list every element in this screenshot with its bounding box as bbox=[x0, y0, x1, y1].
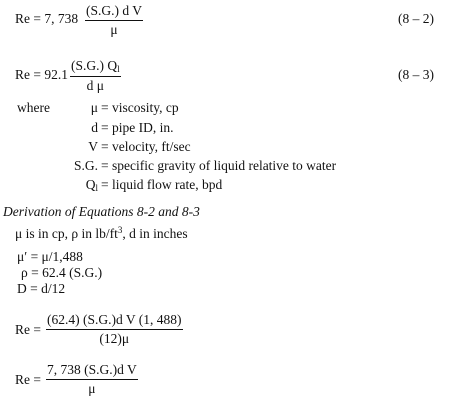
def-text-ql: = liquid flow rate, bpd bbox=[101, 177, 223, 192]
units-line bbox=[15, 226, 188, 241]
def-sym-ql-main: Q bbox=[85, 177, 96, 192]
units-line-b: , d in inches bbox=[122, 226, 188, 241]
def-sym-sg: S.G. bbox=[73, 158, 98, 173]
eq3-denominator: (12)μ bbox=[99, 331, 130, 347]
eq4-numerator: 7, 738 (S.G.)d V bbox=[46, 363, 138, 380]
eq2-numerator bbox=[70, 59, 121, 77]
eq3-fraction bbox=[46, 313, 183, 346]
def-sym-ql-sub: l bbox=[95, 183, 98, 193]
def-sym-ql bbox=[40, 178, 98, 193]
eq3-numerator: (62.4) (S.G.)d V (1, 488) bbox=[46, 313, 183, 330]
eq4-denominator: μ bbox=[88, 381, 96, 397]
eq3-lhs: Re = bbox=[15, 322, 41, 337]
eq1-fraction bbox=[85, 4, 143, 37]
def-text-v: = velocity, ft/sec bbox=[101, 139, 191, 154]
eq2-denominator: d μ bbox=[86, 78, 104, 94]
where-word: where bbox=[17, 100, 50, 115]
def-text-d: = pipe ID, in. bbox=[101, 120, 174, 135]
eq2-lhs: Re = 92.1 bbox=[15, 67, 68, 82]
eq2-numerator-main: (S.G.) Q bbox=[71, 58, 118, 73]
units-line-sup: 3 bbox=[117, 225, 123, 235]
def-sym-v: V bbox=[88, 139, 98, 154]
eq1-denominator: μ bbox=[110, 22, 118, 38]
conv-mu-prime: μ′ = μ/1,488 bbox=[17, 249, 83, 264]
derivation-heading: Derivation of Equations 8-2 and 8-3 bbox=[3, 204, 200, 219]
def-text-sg: = specific gravity of liquid relative to water bbox=[101, 158, 337, 173]
eq4-lhs: Re = bbox=[15, 372, 41, 387]
eq2-numerator-sub: l bbox=[117, 64, 120, 74]
eq1-label: (8 – 2) bbox=[398, 11, 434, 26]
eq1-numerator: (S.G.) d V bbox=[85, 4, 143, 21]
def-text-mu: = viscosity, cp bbox=[101, 100, 179, 115]
eq2-label: (8 – 3) bbox=[398, 67, 434, 82]
conv-d: D = d/12 bbox=[17, 281, 66, 296]
def-sym-d: d bbox=[91, 120, 98, 135]
conv-rho: ρ = 62.4 (S.G.) bbox=[21, 265, 103, 280]
eq1-lhs: Re = 7, 738 bbox=[15, 11, 79, 26]
eq2-fraction bbox=[70, 59, 121, 94]
def-sym-mu: μ bbox=[90, 100, 98, 115]
units-line-a: μ is in cp, ρ in lb/ft bbox=[15, 226, 118, 241]
eq4-fraction bbox=[46, 363, 138, 396]
